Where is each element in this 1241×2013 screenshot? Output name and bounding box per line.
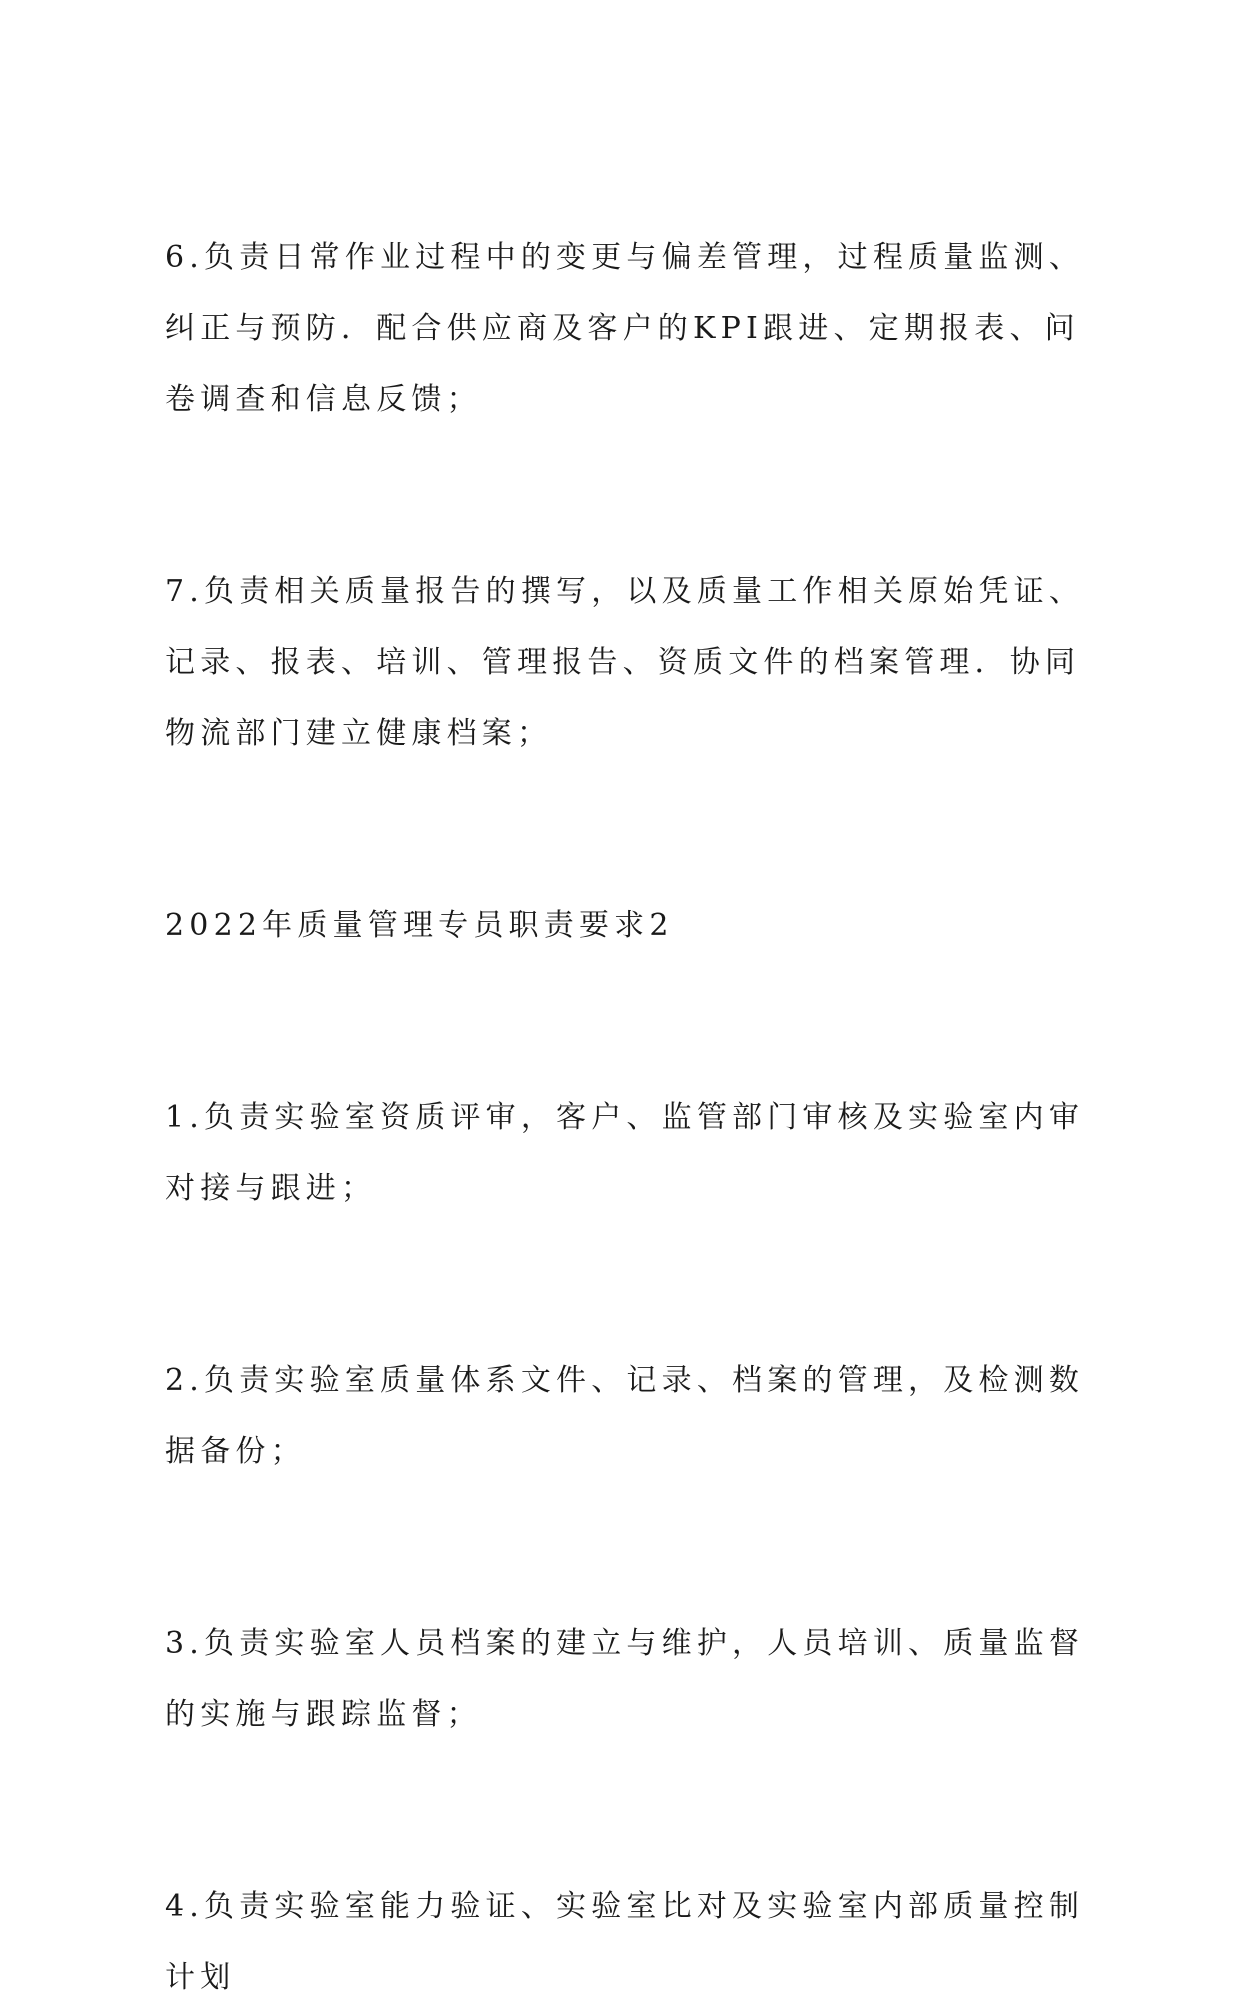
paragraph-item-1: 1.负责实验室资质评审，客户、监管部门审核及实验室内审对接与跟进； — [165, 1100, 1085, 1206]
document-body — [165, 222, 1097, 2013]
paragraph-item-3: 3.负责实验室人员档案的建立与维护，人员培训、质量监督的实施与跟踪监督； — [165, 1626, 1085, 1732]
paragraph-item-4: 4.负责实验室能力验证、实验室比对及实验室内部质量控制计划 — [165, 1889, 1085, 1995]
section-heading: 2022年质量管理专员职责要求2 — [165, 908, 674, 943]
paragraph-item-7: 7.负责相关质量报告的撰写，以及质量工作相关原始凭证、记录、报表、培训、管理报告、资质文件的档案管理．协同物流部门建立健康档案； — [165, 574, 1085, 751]
paragraph-item-2: 2.负责实验室质量体系文件、记录、档案的管理，及检测数据备份； — [165, 1363, 1085, 1469]
paragraph-item-6: 6.负责日常作业过程中的变更与偏差管理，过程质量监测、纠正与预防．配合供应商及客户的KPI跟进、定期报表、问卷调查和信息反馈； — [165, 240, 1085, 417]
